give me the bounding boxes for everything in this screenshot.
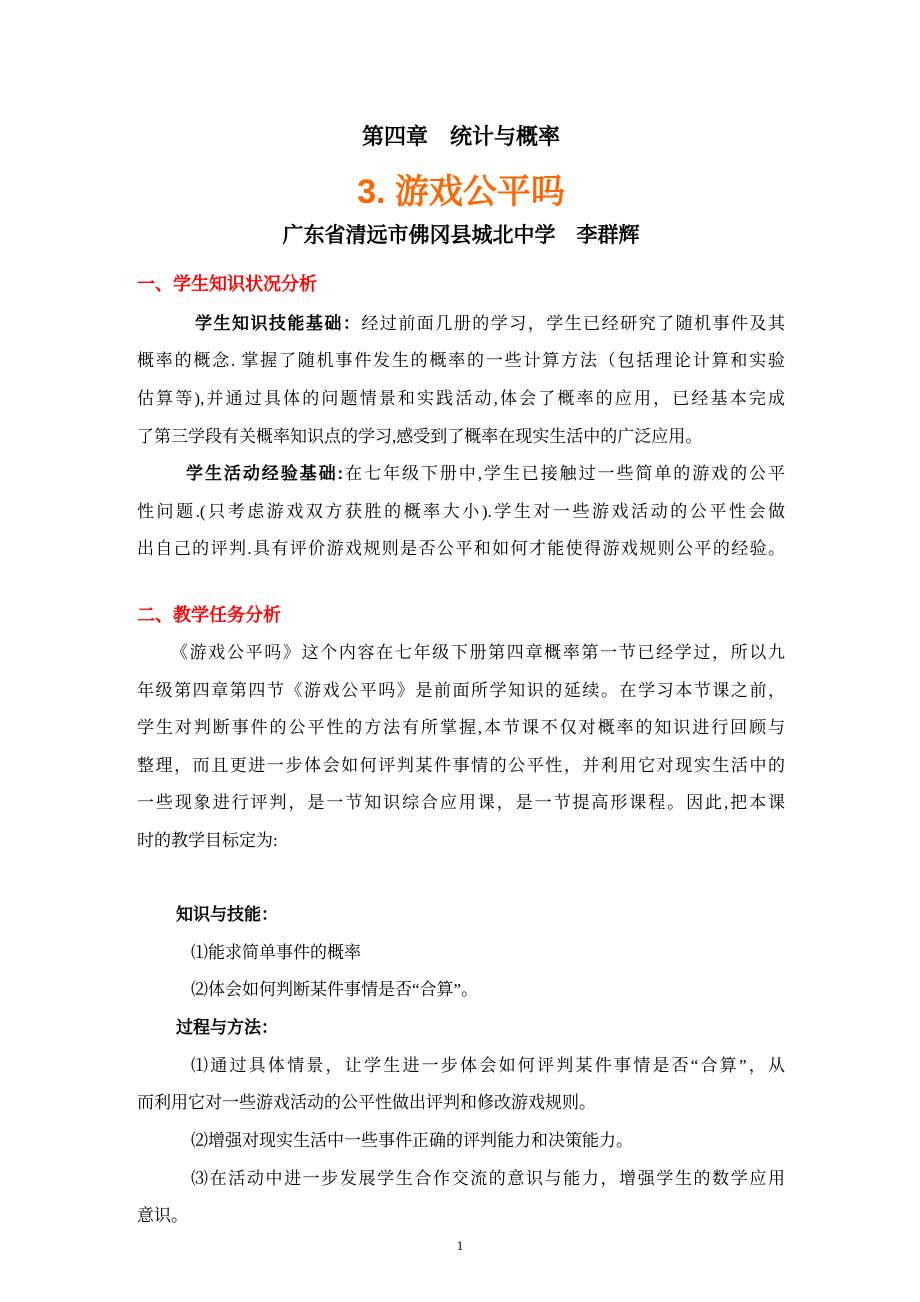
paragraph-line: 出自己的评判.具有评价游戏规则是否公平和如何才能使得游戏规则公平的经验。 — [137, 539, 785, 558]
list-item: 意识。 — [137, 1206, 188, 1225]
paragraph-label: 学生知识技能基础： — [195, 314, 362, 333]
subheading-process: 过程与方法： — [176, 1018, 278, 1037]
list-item: 而利用它对一些游戏活动的公平性做出评判和修改游戏规则。 — [137, 1093, 596, 1112]
list-item: ⑵增强对现实生活中一些事件正确的评判能力和决策能力。 — [191, 1131, 633, 1150]
paragraph-label: 学生活动经验基础: — [186, 464, 344, 483]
paragraph-line: 年级第四章第四节《游戏公平吗》是前面所学知识的延续。在学习本节课之前， — [137, 681, 785, 700]
chapter-title: 第四章 统计与概率 — [361, 124, 560, 149]
section-heading-2: 二、教学任务分析 — [137, 605, 281, 625]
paragraph-line: 学生知识技能基础：经过前面几册的学习，学生已经研究了随机事件及其 — [195, 314, 786, 333]
list-item: ⑶在活动中进一步发展学生合作交流的意识与能力，增强学生的数学应用 — [191, 1169, 785, 1188]
lesson-title: 3. 游戏公平吗 — [357, 173, 565, 211]
page-number: 1 — [456, 1238, 464, 1253]
list-item: ⑵体会如何判断某件事情是否“合算”。 — [191, 980, 479, 999]
paragraph-line: 整理，而且更进一步体会如何评判某件事情的公平性，并利用它对现实生活中的 — [137, 756, 785, 775]
subheading-knowledge: 知识与技能： — [176, 905, 278, 924]
paragraph-line: 学生对判断事件的公平性的方法有所掌握,本节课不仅对概率的知识进行回顾与 — [137, 718, 785, 737]
paragraph-line: 了第三学段有关概率知识点的学习,感受到了概率在现实生活中的广泛应用。 — [137, 427, 703, 446]
paragraph-line: 学生活动经验基础:在七年级下册中,学生已接触过一些简单的游戏的公平 — [186, 464, 785, 483]
paragraph-line: 一些现象进行评判，是一节知识综合应用课，是一节提高形课程。因此,把本课 — [137, 793, 785, 812]
paragraph-line: 《游戏公平吗》这个内容在七年级下册第四章概率第一节已经学过，所以九 — [171, 643, 785, 662]
paragraph-line: 性问题.(只考虑游戏双方获胜的概率大小).学生对一些游戏活动的公平性会做 — [137, 502, 785, 521]
section-heading-1: 一、学生知识状况分析 — [137, 274, 317, 294]
paragraph-line: 估算等),并通过具体的问题情景和实践活动,体会了概率的应用，已经基本完成 — [137, 389, 785, 408]
list-item: ⑴通过具体情景，让学生进一步体会如何评判某件事情是否“合算”，从 — [191, 1056, 785, 1075]
list-item: ⑴能求简单事件的概率 — [191, 943, 361, 962]
paragraph-line: 时的教学目标定为: — [137, 831, 278, 850]
author-line: 广东省清远市佛冈县城北中学 李群辉 — [282, 224, 640, 247]
paragraph-line: 概率的概念. 掌握了随机事件发生的概率的一些计算方法（包括理论计算和实验 — [137, 351, 785, 370]
